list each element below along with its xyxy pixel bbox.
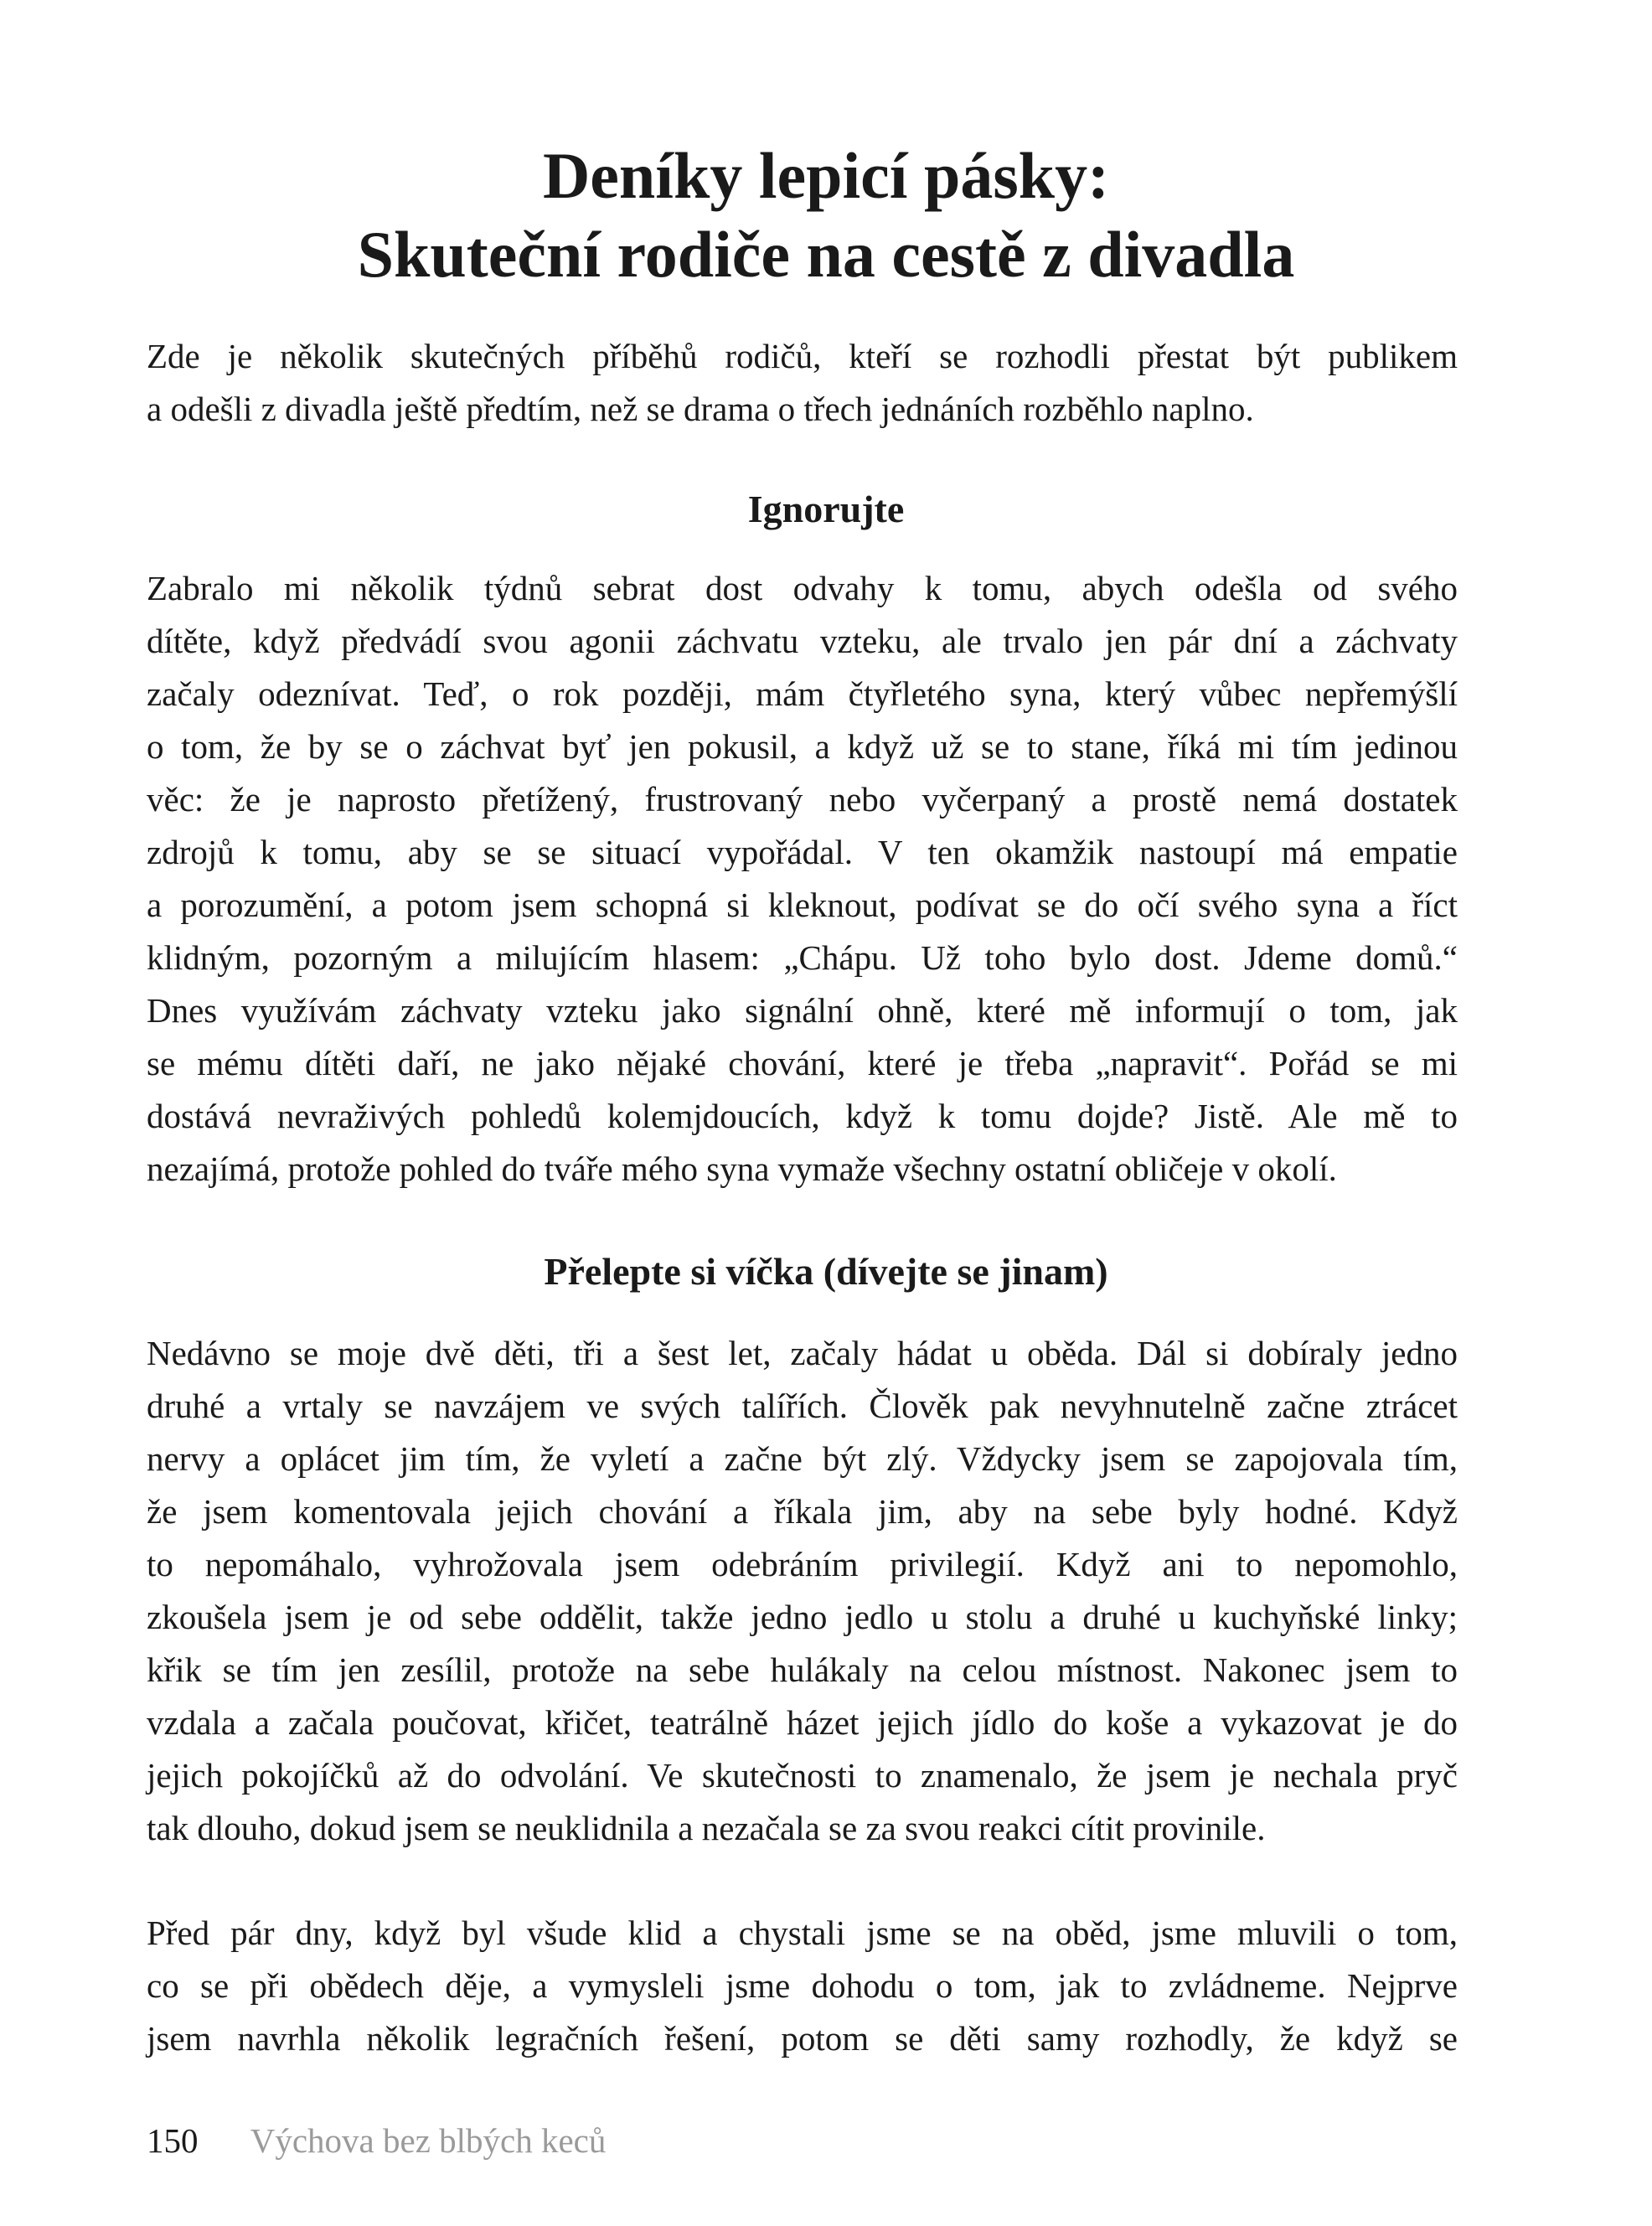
section1-paragraph (147, 562, 1458, 1196)
text-line: začaly odeznívat. Teď, o rok později, mám čtyřletého syna, který vůbec nepřemýšlí (147, 674, 1458, 713)
text-line: a odešli z divadla ještě předtím, než se drama o třech jednáních rozběhlo naplno. (147, 390, 1254, 428)
page-number: 150 (147, 2121, 199, 2160)
text-line: druhé a vrtaly se navzájem ve svých talířích. Člověk pak nevyhnutelně začne ztrácet (147, 1387, 1458, 1425)
section2-paragraph-1 (147, 1327, 1458, 1855)
text-line: že jsem komentovala jejich chování a říkala jim, aby na sebe byly hodné. Když (147, 1492, 1458, 1531)
text-line: dostává nevraživých pohledů kolemjdoucích, když k tomu dojde? Jistě. Ale mě to (147, 1097, 1458, 1135)
text-line: to nepomáhalo, vyhrožovala jsem odebráním privilegií. Když ani to nepomohlo, (147, 1545, 1458, 1583)
text-line: co se při obědech děje, a vymysleli jsme dohodu o tom, jak to zvládneme. Nejprve (147, 1966, 1458, 2005)
text-line: dítěte, když předvádí svou agonii záchvatu vzteku, ale trvalo jen pár dní a záchvaty (147, 622, 1458, 660)
text-line: zkoušela jsem je od sebe oddělit, takže jedno jedlo u stolu a druhé u kuchyňské linky; (147, 1598, 1458, 1636)
intro-paragraph (147, 330, 1458, 436)
text-line: klidným, pozorným a milujícím hlasem: „Chápu. Už toho bylo dost. Jdeme domů.“ (147, 938, 1458, 977)
text-line: Nedávno se moje dvě děti, tři a šest let, začaly hádat u oběda. Dál si dobíraly jedno (147, 1334, 1458, 1372)
text-line: Zabralo mi několik týdnů sebrat dost odvahy k tomu, abych odešla od svého (147, 569, 1458, 607)
text-line: se mému dítěti daří, ne jako nějaké chování, které je třeba „napravit“. Pořád se mi (147, 1044, 1458, 1082)
text-line: nervy a oplácet jim tím, že vyletí a začne být zlý. Vždycky jsem se zapojovala tím, (147, 1439, 1458, 1478)
title-line-2: Skuteční rodiče na cestě z divadla (357, 218, 1295, 291)
text-line: jsem navrhla několik legračních řešení, potom se děti samy rozhodly, že když se (147, 2019, 1458, 2058)
text-line: nezajímá, protože pohled do tváře mého syna vymaže všechny ostatní obličeje v okolí. (147, 1149, 1337, 1188)
text-line: zdrojů k tomu, aby se se situací vypořádal. V ten okamžik nastoupí má empatie (147, 833, 1458, 871)
text-line: Zde je několik skutečných příběhů rodičů, kteří se rozhodli přestat být publikem (147, 337, 1458, 375)
text-line: o tom, že by se o záchvat byť jen pokusil, a když už se to stane, říká mi tím jedinou (147, 727, 1458, 766)
text-line: věc: že je naprosto přetížený, frustrovaný nebo vyčerpaný a prostě nemá dostatek (147, 780, 1458, 819)
text-line: tak dlouho, dokud jsem se neuklidnila a nezačala se za svou reakci cítit provinile. (147, 1809, 1266, 1847)
section2-paragraph-2 (147, 1907, 1458, 2065)
text-line: vzdala a začala poučovat, křičet, teatrálně házet jejich jídlo do koše a vykazovat je do (147, 1703, 1458, 1742)
text-line: křik se tím jen zesílil, protože na sebe hulákaly na celou místnost. Nakonec jsem to (147, 1650, 1458, 1689)
page-title (0, 137, 1652, 294)
text-line: a porozumění, a potom jsem schopná si kleknout, podívat se do očí svého syna a říct (147, 886, 1458, 924)
text-line: Před pár dny, když byl všude klid a chystali jsme se na oběd, jsme mluvili o tom, (147, 1914, 1458, 1952)
title-line-1: Deníky lepicí pásky: (542, 139, 1110, 212)
text-line: Dnes využívám záchvaty vzteku jako signální ohně, které mě informují o tom, jak (147, 991, 1458, 1030)
text-line: jejich pokojíčků až do odvolání. Ve skutečnosti to znamenalo, že jsem je nechala pryč (147, 1756, 1458, 1795)
page-footer (147, 2118, 606, 2163)
section-heading-ignorujte: Ignorujte (747, 488, 905, 530)
section-heading-prelepte: Přelepte si víčka (dívejte se jinam) (544, 1250, 1108, 1293)
running-book-title: Výchova bez blbých keců (250, 2121, 607, 2160)
